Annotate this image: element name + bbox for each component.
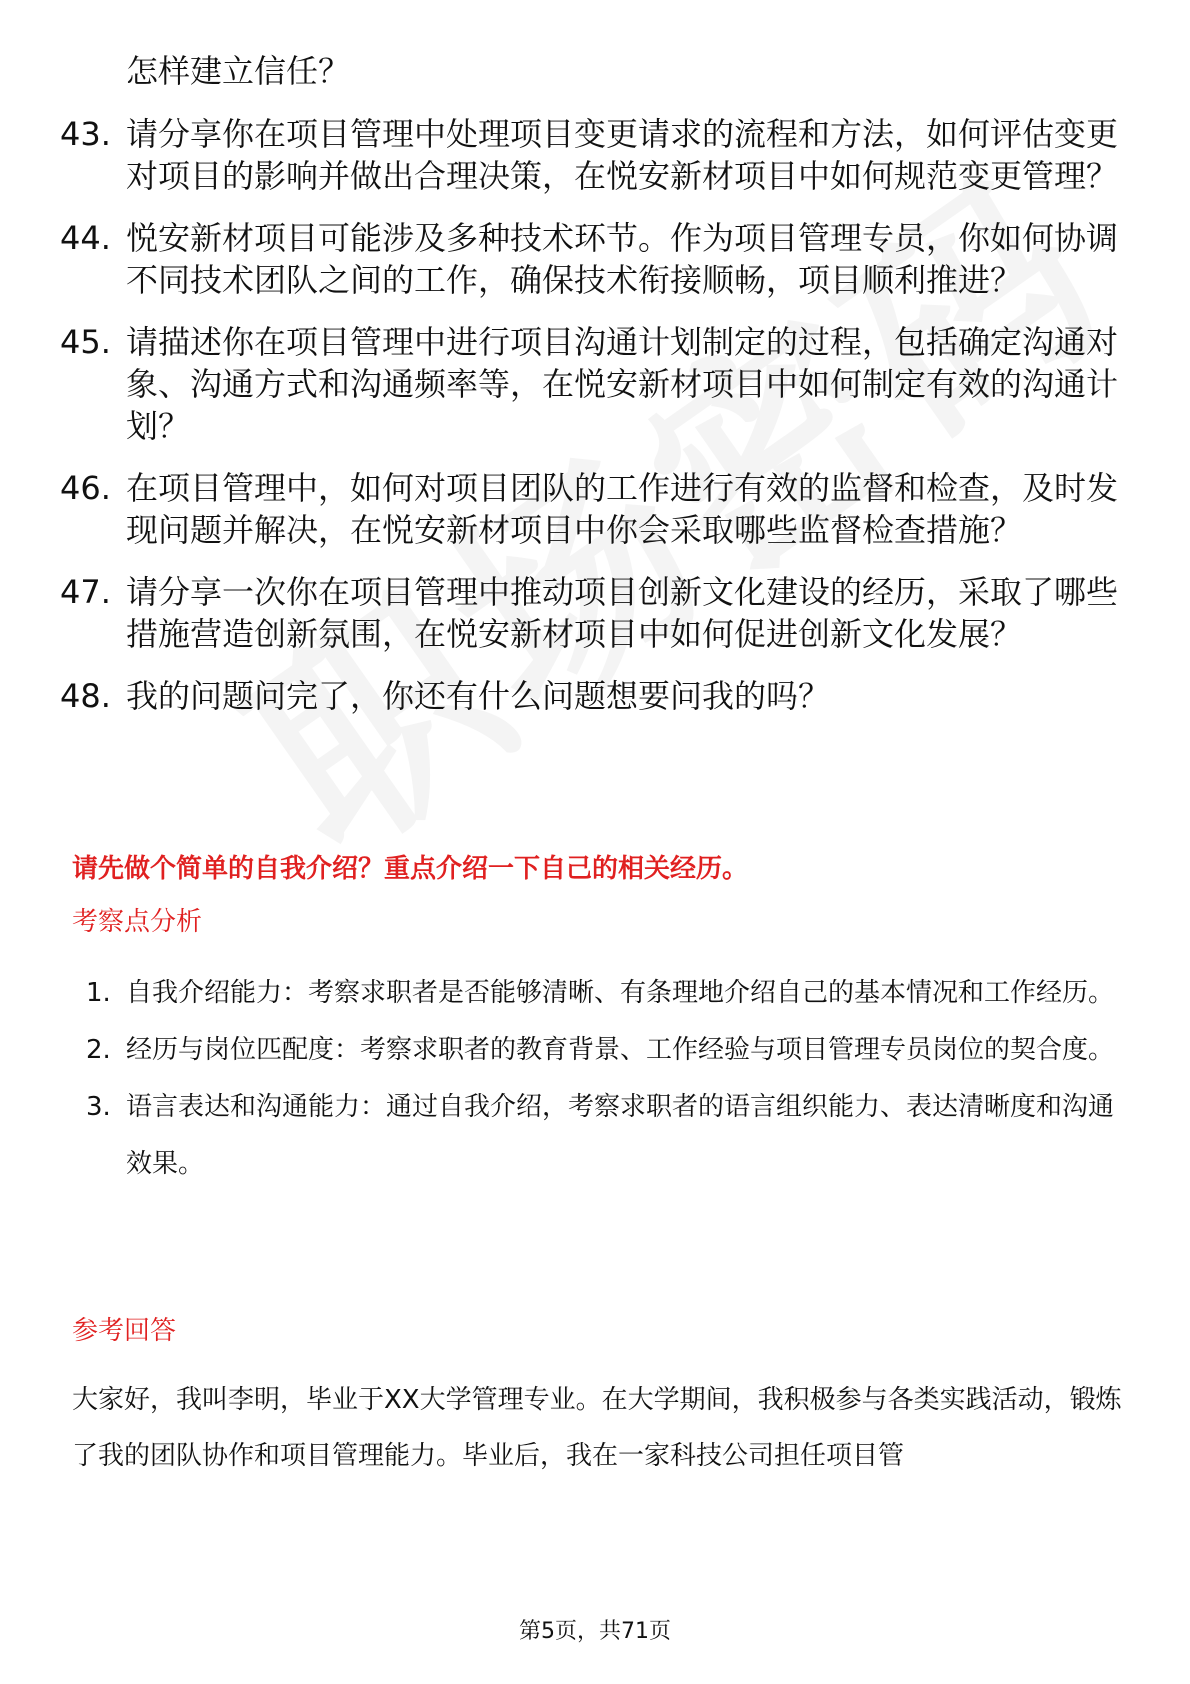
question-item xyxy=(60,321,1120,447)
question-text: 我的问题问完了，你还有什么问题想要问我的吗？ xyxy=(126,677,831,715)
question-text: 悦安新材项目可能涉及多种技术环节。作为项目管理专员，你如何协调不同技术团队之间的工作，确保技术衔接顺畅，项目顺利推进？ xyxy=(126,219,1119,299)
question-number: 47. xyxy=(60,573,111,611)
question-number: 44. xyxy=(60,219,111,257)
question-text: 请分享你在项目管理中处理项目变更请求的流程和方法，如何评估变更对项目的影响并做出合理决策，在悦安新材项目中如何规范变更管理？ xyxy=(126,115,1119,195)
question-item xyxy=(60,675,1120,717)
analysis-text: 经历与岗位匹配度：考察求职者的教育背景、工作经验与项目管理专员岗位的契合度。 xyxy=(126,1035,1115,1065)
question-heading: 请先做个简单的自我介绍？重点介绍一下自己的相关经历。 xyxy=(72,854,749,884)
analysis-text: 自我介绍能力：考察求职者是否能够清晰、有条理地介绍自己的基本情况和工作经历。 xyxy=(126,978,1115,1008)
question-item xyxy=(60,571,1120,655)
page-number: 第5页，共71页 xyxy=(519,1619,671,1644)
question-number: 46. xyxy=(60,469,111,507)
analysis-number: 2. xyxy=(86,1035,111,1065)
question-item xyxy=(60,113,1120,197)
analysis-item xyxy=(86,965,1126,1022)
question-list xyxy=(60,113,1120,737)
question-text: 请分享一次你在项目管理中推动项目创新文化建设的经历，采取了哪些措施营造创新氛围，在悦安新材项目中如何促进创新文化发展？ xyxy=(126,573,1119,653)
analysis-text: 语言表达和沟通能力：通过自我介绍，考察求职者的语言组织能力、表达清晰度和沟通效果。 xyxy=(126,1092,1115,1179)
analysis-list xyxy=(86,965,1126,1193)
question-item xyxy=(60,217,1120,301)
answer-heading: 参考回答 xyxy=(72,1316,177,1346)
question-number: 43. xyxy=(60,115,111,153)
analysis-number: 3. xyxy=(86,1092,111,1122)
question-number: 48. xyxy=(60,677,111,715)
question-continuation: 怎样建立信任？ xyxy=(126,52,351,90)
analysis-heading: 考察点分析 xyxy=(72,907,203,937)
analysis-item xyxy=(86,1079,1126,1193)
answer-text: 大家好，我叫李明，毕业于XX大学管理专业。在大学期间，我积极参与各类实践活动，锻炼了我的团队协作和项目管理能力。毕业后，我在一家科技公司担任项目管 xyxy=(72,1385,1122,1471)
question-text: 请描述你在项目管理中进行项目沟通计划制定的过程，包括确定沟通对象、沟通方式和沟通频率等，在悦安新材项目中如何制定有效的沟通计划？ xyxy=(126,323,1119,445)
question-number: 45. xyxy=(60,323,111,361)
question-text: 在项目管理中，如何对项目团队的工作进行有效的监督和检查，及时发现问题并解决，在悦安新材项目中你会采取哪些监督检查措施？ xyxy=(126,469,1119,549)
analysis-item xyxy=(86,1022,1126,1079)
question-item xyxy=(60,467,1120,551)
analysis-number: 1. xyxy=(86,978,111,1008)
